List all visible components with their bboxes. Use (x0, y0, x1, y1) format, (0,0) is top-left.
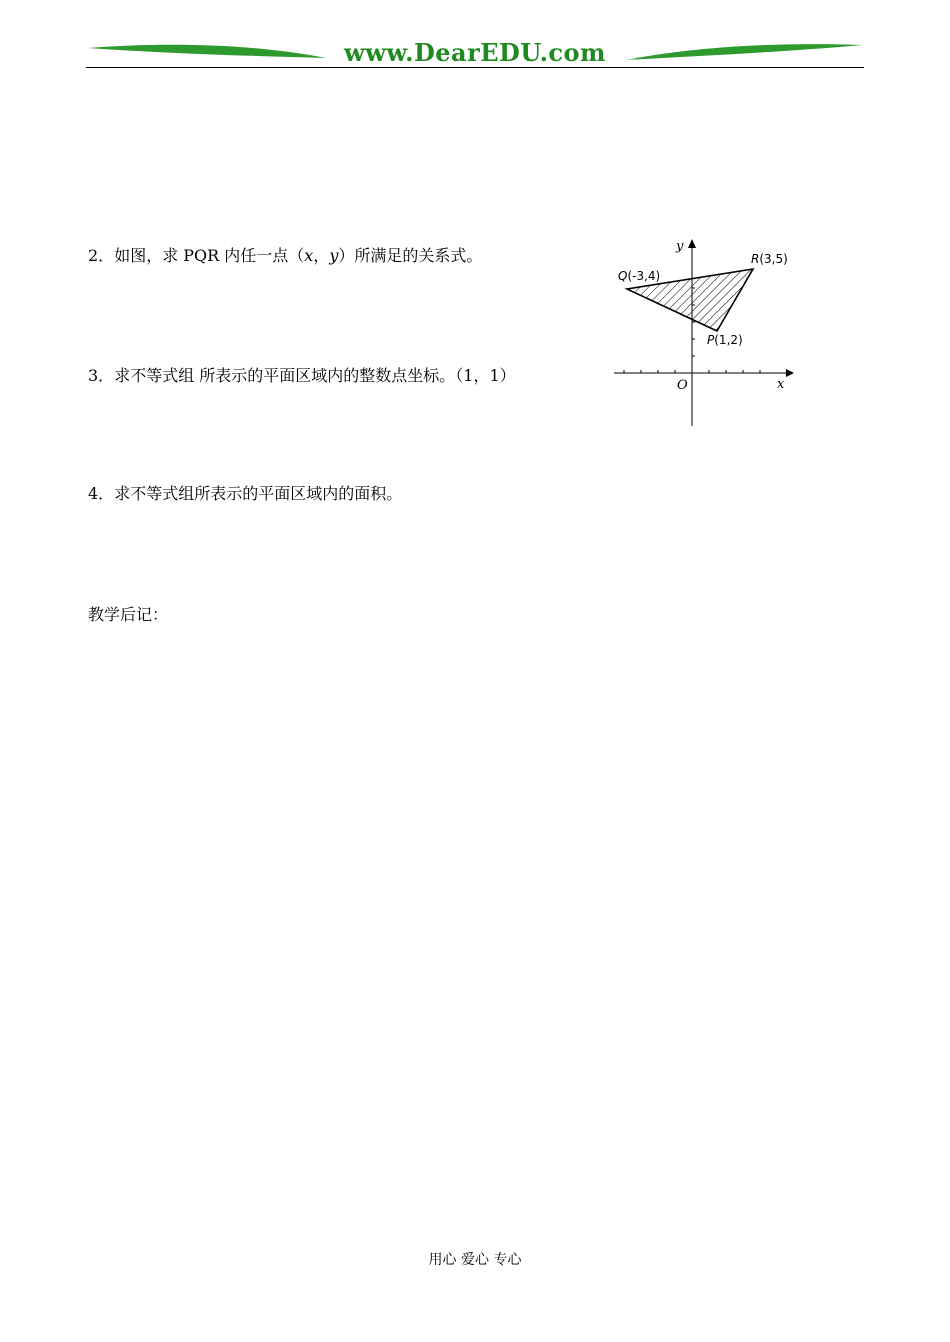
point-p-name: P (707, 333, 715, 347)
header-divider (86, 67, 864, 68)
question-4 (88, 484, 402, 504)
question-text-end: ）所满足的关系式。 (338, 246, 483, 265)
point-r-name: R (751, 252, 760, 266)
question-text: 求不等式组所表示的平面区域内的面积。 (114, 484, 403, 503)
coordinate-plane (610, 232, 800, 428)
point-p-label (707, 333, 743, 347)
triangle-figure (610, 232, 800, 428)
variable-x: x (304, 246, 314, 265)
question-2 (88, 246, 482, 266)
question-number: 2． (88, 246, 115, 265)
point-q-coord: (-3,4) (627, 269, 661, 283)
question-number: 4． (88, 484, 115, 503)
point-p-coord: (1,2) (714, 333, 743, 347)
variable-y: y (329, 246, 339, 265)
question-number: 3． (88, 366, 115, 385)
page-header (86, 36, 864, 70)
x-axis-arrow (786, 369, 794, 377)
point-r-label (751, 252, 788, 266)
x-axis-label: x (777, 377, 785, 392)
separator: ， (313, 246, 330, 265)
question-3 (88, 366, 516, 386)
page-footer: 用心 爱心 专心 (428, 1252, 522, 1268)
y-axis-arrow (688, 239, 696, 248)
point-q-name: Q (618, 269, 628, 283)
point-q-label (618, 269, 660, 283)
y-axis-label: y (676, 239, 684, 254)
point-r-coord: (3,5) (759, 252, 788, 266)
teaching-notes-label: 教学后记： (88, 605, 169, 624)
question-text: 如图，求 PQR 内任一点（ (114, 246, 305, 265)
question-text: 求不等式组 所表示的平面区域内的整数点坐标。（1，1） (114, 366, 516, 385)
origin-label: O (677, 378, 688, 393)
site-logo-text: www.DearEDU.com (344, 38, 606, 67)
